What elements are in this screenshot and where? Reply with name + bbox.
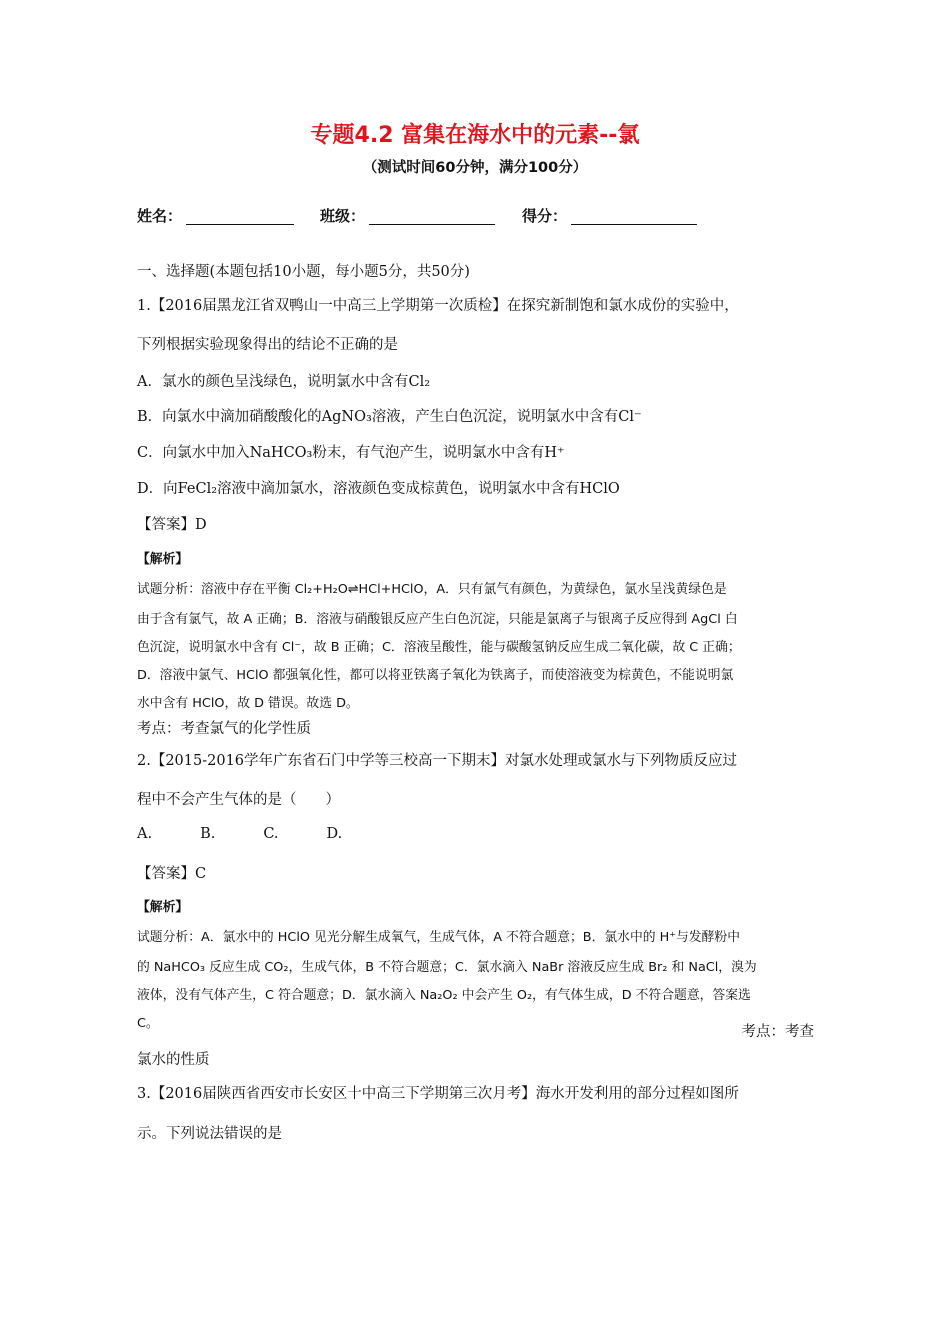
score-label: 得分： [522, 207, 568, 225]
q2-stem-line1: 2.【2015-2016学年广东省石门中学等三校高一下期末】对氯水处理或氯水与下列物质反应过 [137, 753, 738, 769]
q2-option-a: A. [137, 826, 153, 842]
q1-answer: 【答案】D [137, 517, 207, 533]
q2-option-b: B. [200, 826, 216, 842]
q2-answer: 【答案】C [137, 866, 207, 882]
q2-analysis-line: 液体，没有气体产生，C 符合题意；D．氯水滴入 Na₂O₂ 中会产生 O₂，有气体生成，D 不符合题意，答案选 [137, 988, 751, 1003]
name-blank[interactable] [186, 208, 294, 225]
q2-analysis-line: 的 NaHCO₃ 反应生成 CO₂，生成气体，B 不符合题意；C．氯水滴入 NaBr 溶液反应生成 Br₂ 和 NaCl，溴为 [137, 960, 757, 975]
q1-option-d: D．向FeCl₂溶液中滴加氯水，溶液颜色变成棕黄色，说明氯水中含有HClO [137, 481, 620, 497]
q2-analysis-label: 【解析】 [137, 900, 189, 915]
q1-analysis-line: 水中含有 HClO，故 D 错误。故选 D。 [137, 696, 359, 711]
q1-analysis-line: 试题分析：溶液中存在平衡 Cl₂+H₂O⇌HCl+HClO，A．只有氯气有颜色，为黄绿色，氯水呈浅黄绿色是 [137, 582, 727, 597]
q1-stem-line2: 下列根据实验现象得出的结论不正确的是 [137, 337, 398, 353]
q2-option-d: D. [326, 826, 343, 842]
q1-analysis-line: 由于含有氯气，故 A 正确；B．溶液与硝酸银反应产生白色沉淀，只能是氯离子与银离子反应得到 AgCl 白 [137, 612, 738, 627]
page-title: 专题4.2 富集在海水中的元素--氯 [310, 123, 640, 148]
q2-stem-line2: 程中不会产生气体的是（ ） [137, 792, 340, 808]
score-field[interactable] [522, 205, 697, 226]
q1-option-b: B．向氯水中滴加硝酸酸化的AgNO₃溶液，产生白色沉淀，说明氯水中含有Cl⁻ [137, 409, 642, 425]
q3-stem-line2: 示。下列说法错误的是 [137, 1126, 282, 1142]
q1-analysis-label: 【解析】 [137, 552, 189, 567]
q2-option-c: C. [263, 826, 279, 842]
q1-analysis-line: 色沉淀，说明氯水中含有 Cl⁻，故 B 正确；C．溶液呈酸性，能与碳酸氢钠反应生成二氧化碳，故 C 正确； [137, 640, 741, 655]
q1-option-c: C．向氯水中加入NaHCO₃粉末，有气泡产生，说明氯水中含有H⁺ [137, 445, 565, 461]
name-label: 姓名： [137, 207, 183, 225]
q3-stem-line1: 3.【2016届陕西省西安市长安区十中高三下学期第三次月考】海水开发利用的部分过程如图所 [137, 1086, 739, 1102]
name-field[interactable] [137, 205, 294, 226]
q2-kaodian-part2: 氯水的性质 [137, 1052, 210, 1068]
q1-stem-line1: 1.【2016届黑龙江省双鸭山一中高三上学期第一次质检】在探究新制饱和氯水成份的实验中， [137, 298, 739, 314]
score-blank[interactable] [571, 208, 697, 225]
q1-option-a: A．氯水的颜色呈浅绿色，说明氯水中含有Cl₂ [137, 374, 431, 390]
class-blank[interactable] [369, 208, 495, 225]
q2-analysis-line: C。 [137, 1016, 159, 1031]
class-field[interactable] [320, 205, 495, 226]
q2-kaodian-part1: 考点：考查 [741, 1024, 814, 1040]
section-heading: 一、选择题(本题包括10小题，每小题5分，共50分) [137, 264, 470, 280]
class-label: 班级： [320, 207, 366, 225]
page-subtitle: （测试时间60分钟，满分100分） [362, 160, 588, 176]
q1-analysis-line: D．溶液中氯气、HClO 都强氧化性，都可以将亚铁离子氧化为铁离子，而使溶液变为棕黄色，不能说明氯 [137, 668, 734, 683]
q2-options [137, 826, 342, 842]
q1-kaodian: 考点：考查氯气的化学性质 [137, 721, 311, 737]
q2-analysis-line: 试题分析：A．氯水中的 HClO 见光分解生成氧气，生成气体，A 不符合题意；B．氯水中的 H⁺与发酵粉中 [137, 930, 740, 945]
